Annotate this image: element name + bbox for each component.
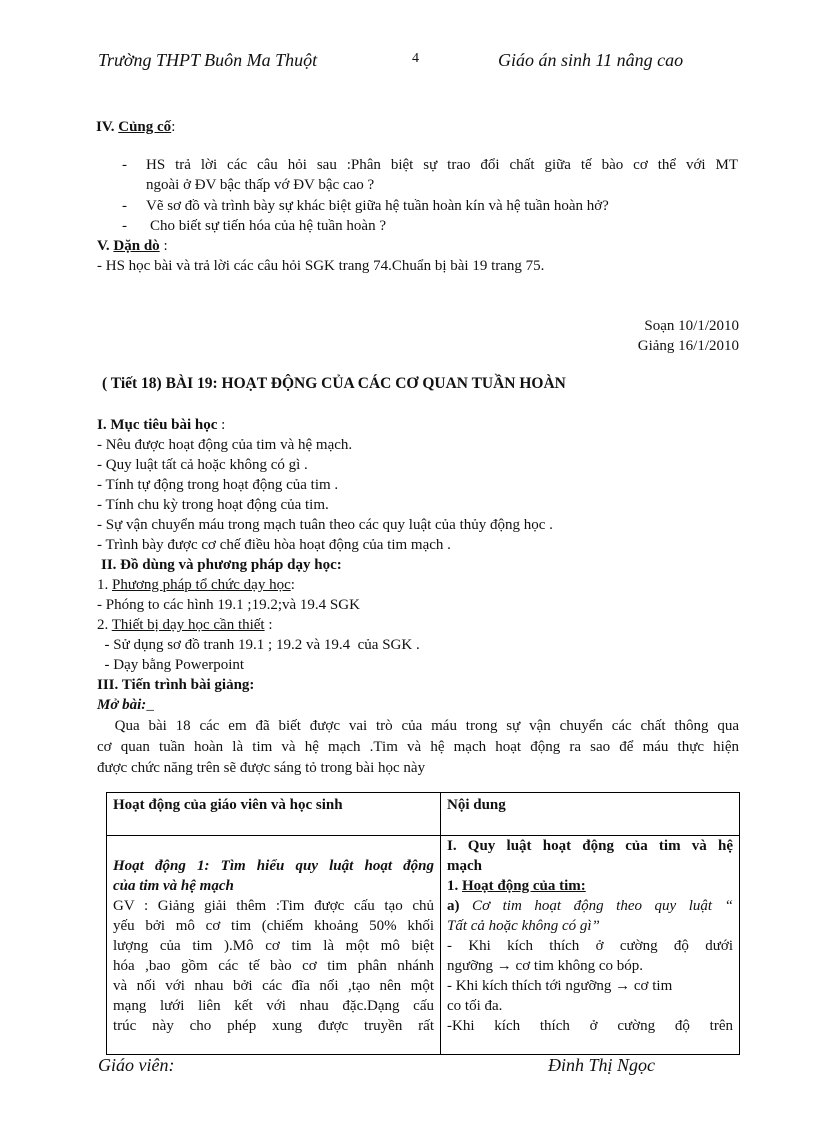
date-taught: Giảng 16/1/2010 <box>637 338 739 354</box>
content-line: -Khi kích thích ở cường độ trên <box>447 1018 733 1034</box>
review-item: HS trả lời các câu hỏi sau :Phân biệt sự trao đổi chất giữa tế bào cơ thể với MT <box>146 157 738 173</box>
content-line: - Khi kích thích ở cường độ dưới <box>447 938 733 954</box>
content-subtitle <box>447 876 733 896</box>
header-course: Giáo án sinh 11 nâng cao <box>498 50 684 70</box>
homework-colon: : <box>159 238 168 254</box>
objective-item: - Tính chu kỳ trong hoạt động của tim. <box>97 497 329 513</box>
bullet: - <box>122 157 127 173</box>
review-colon: : <box>171 119 176 135</box>
content-line: - Khi kích thích tới ngưỡng → cơ tim <box>447 978 673 994</box>
table-header-activities: Hoạt động của giáo viên và học sinh <box>107 793 441 836</box>
homework-text: - HS học bài và trả lời các câu hỏi SGK trang 74.Chuẩn bị bài 19 trang 75. <box>97 258 545 274</box>
bullet: - <box>122 198 127 214</box>
footer-teacher-name: Đinh Thị Ngọc <box>548 1055 656 1075</box>
activity-line: trúc này cho phép xung được truyền rất <box>113 1018 434 1034</box>
lesson-title: ( Tiết 18) BÀI 19: HOẠT ĐỘNG CỦA CÁC CƠ QUAN TUẦN HOÀN <box>102 375 566 392</box>
table-header-content: Nội dung <box>441 793 740 836</box>
objective-item: - Sự vận chuyển máu trong mạch tuân theo các quy luật của thủy động học . <box>97 517 553 533</box>
review-item: ngoài ở ĐV bậc thấp vớ ĐV bậc cao ? <box>146 177 375 193</box>
item-a-label: a) <box>447 898 460 914</box>
homework-number: V. <box>97 238 110 254</box>
method-item: - Phóng to các hình 19.1 ;19.2;và 19.4 SGK <box>97 597 360 613</box>
footer-teacher-label: Giáo viên: <box>98 1055 175 1075</box>
review-title: Củng cố <box>118 119 172 135</box>
method-label: Phương pháp tổ chức dạy học <box>112 577 291 593</box>
bullet: - <box>122 218 127 234</box>
objectives-colon: : <box>217 417 226 433</box>
equip-heading <box>97 615 273 635</box>
content-sub-number: 1. <box>447 878 462 894</box>
objective-item: - Quy luật tất cả hoặc không có gì . <box>97 457 308 473</box>
equip-label: Thiết bị dạy học cần thiết <box>111 617 265 633</box>
content-section-title: I. Quy luật hoạt động của tim và hệ <box>447 838 733 854</box>
activity-line: GV : Giảng giải thêm :Tim được cấu tạo chủ <box>113 898 434 914</box>
review-number: IV. <box>96 119 115 135</box>
activity-line: yếu bởi mô cơ tim (chiếm khoảng 50% khối <box>113 918 434 934</box>
date-prepared: Soạn 10/1/2010 <box>644 318 739 334</box>
activity-line: và nối với nhau bởi các đĩa nối ,tạo nên một <box>113 978 434 994</box>
table-row <box>107 836 740 1055</box>
objectives-heading <box>97 415 225 435</box>
homework-title: Dặn dò <box>113 238 160 254</box>
activity-title-line: của tim và hệ mạch <box>113 878 234 894</box>
activity-cell <box>107 836 441 1055</box>
activity-title-line: Hoạt động 1: Tìm hiểu quy luật hoạt động <box>113 858 434 874</box>
content-item-a <box>447 896 733 916</box>
objectives-title: I. Mục tiêu bài học <box>97 417 218 433</box>
content-section-title: mạch <box>447 858 482 874</box>
item-a-text: Cơ tim hoạt động theo quy luật “ <box>459 898 733 914</box>
review-item: Cho biết sự tiến hóa của hệ tuần hoàn ? <box>150 218 386 234</box>
content-line: ngưỡng → cơ tim không co bóp. <box>447 958 644 974</box>
equip-item: - Sử dụng sơ đồ tranh 19.1 ; 19.2 và 19.4 của SGK . <box>97 637 420 653</box>
method-number: 1. <box>97 577 112 593</box>
equip-colon: : <box>264 617 273 633</box>
lesson-table <box>106 792 740 1055</box>
method-colon: : <box>290 577 295 593</box>
activity-line: mạng lưới liên kết với nhau đặc.Dạng cấu <box>113 998 434 1014</box>
equip-number: 2. <box>97 617 112 633</box>
objective-item: - Tính tự động trong hoạt động của tim . <box>97 477 339 493</box>
intro-line: cơ quan tuần hoàn là tim và hệ mạch .Tim và hệ mạch hoạt động ra sao để máu thực hiện <box>97 739 739 755</box>
activity-line: lượng của tim ).Mô cơ tim là một mô biệt <box>113 938 434 954</box>
review-item: Vẽ sơ đồ và trình bày sự khác biệt giữa hệ tuần hoàn kín và hệ tuần hoàn hở? <box>146 198 609 214</box>
content-item-a-cont: Tất cả hoặc không có gì” <box>447 918 600 934</box>
method-heading <box>97 575 295 595</box>
process-title: III. Tiến trình bài giảng: <box>97 677 255 693</box>
intro-line: được chức năng trên sẽ được sáng tỏ trong bài học này <box>97 760 426 776</box>
page-number: 4 <box>412 51 419 66</box>
equip-item: - Dạy bằng Powerpoint <box>97 657 245 673</box>
content-sub-title: Hoạt động của tim: <box>462 878 586 894</box>
intro-underscore: _ <box>146 697 154 713</box>
objective-item: - Nêu được hoạt động của tim và hệ mạch. <box>97 437 353 453</box>
content-line: co tối đa. <box>447 998 503 1014</box>
intro-line: Qua bài 18 các em đã biết được vai trò của máu trong sự vận chuyển các chất thông qua <box>97 718 739 734</box>
review-heading <box>96 117 175 137</box>
objective-item: - Trình bày được cơ chế điều hòa hoạt động của tim mạch . <box>97 537 451 553</box>
content-cell <box>441 836 740 1055</box>
table-header-row <box>107 793 740 836</box>
intro-heading <box>97 695 154 715</box>
materials-title: II. Đồ dùng và phương pháp dạy học: <box>101 557 342 573</box>
homework-heading <box>97 236 168 256</box>
intro-label: Mở bài: <box>97 697 147 713</box>
activity-line: hóa ,bao gồm các tế bào cơ tim phân nhánh <box>113 958 434 974</box>
header-school: Trường THPT Buôn Ma Thuột <box>98 50 318 70</box>
